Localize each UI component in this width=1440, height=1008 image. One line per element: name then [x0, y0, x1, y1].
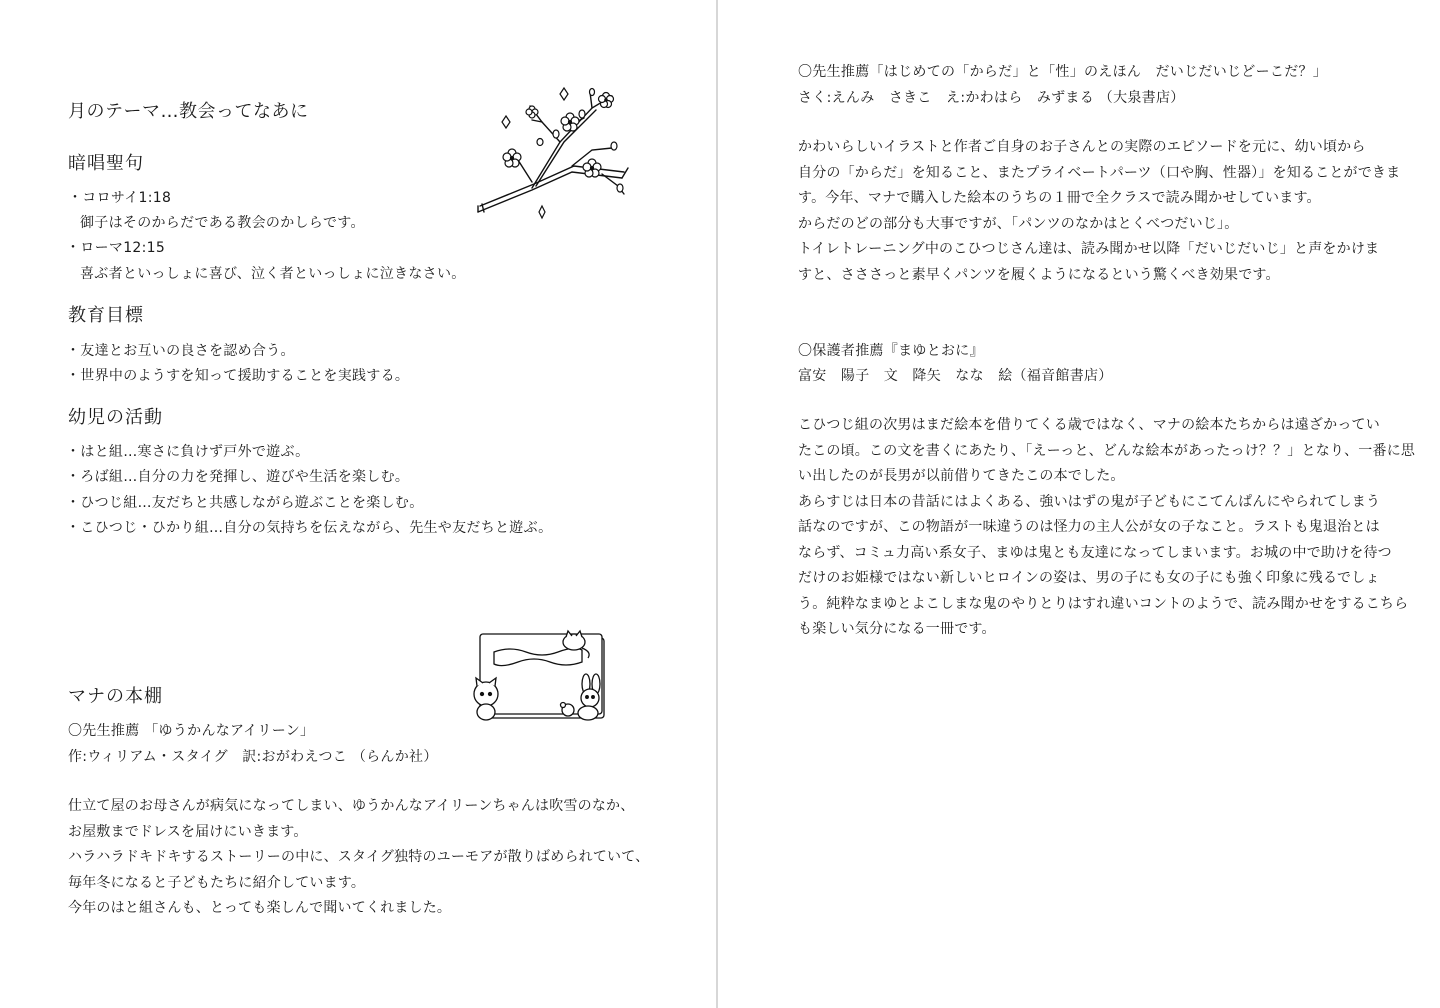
paragraph-line: 話なのですが、この物語が一味違うのは怪力の主人公が女の子なこと。ラストも鬼退治とは: [798, 519, 1380, 535]
paragraph-line: す。今年、マナで購入した絵本のうちの１冊で全クラスで読み聞かせしています。: [798, 190, 1321, 206]
paragraph-line: トイレトレーニング中のこひつじさん達は、読み聞かせ以降「だいじだいじ」と声をかけま: [798, 241, 1380, 257]
paragraph-line: ハラハラドキドキするストーリーの中に、スタイグ独特のユーモアが散りばめられていて、: [68, 849, 650, 865]
paragraph-line: い出したのが長男が以前借りてきたこの本でした。: [798, 468, 1125, 484]
verse-ref-2: ・ローマ12:15: [66, 240, 166, 256]
paragraph-line: ならず、コミュ力高い系女子、まゆは鬼とも友達になってしまいます。お城の中で助けを待つ: [798, 544, 1392, 561]
paragraph-line: あらすじは日本の昔話にはよくある、強いはずの鬼が子どもにこてんぱんにやられてしまう: [798, 493, 1381, 510]
goal-item: ・世界中のようすを知って援助することを実践する。: [66, 368, 410, 384]
paragraph-line: 仕立て屋のお母さんが病気になってしまい、ゆうかんなアイリーンちゃんは吹雪のなか、: [68, 798, 635, 814]
book1-description: [798, 135, 1400, 288]
goals-heading: 教育目標: [68, 305, 144, 326]
book2-title: 〇保護者推薦『まゆとおに』: [798, 343, 984, 359]
book-title: 〇先生推薦 「ゆうかんなアイリーン」: [68, 723, 315, 739]
book1-title: 〇先生推薦「はじめての「からだ」と「性」のえほん だいじだいじどーこだ？」: [798, 64, 1328, 80]
memory-verse-heading: 暗唱聖句: [68, 153, 144, 174]
bookshelf-heading: マナの本棚: [68, 686, 163, 707]
book2-description: [798, 413, 1415, 643]
paragraph-line: こひつじ組の次男はまだ絵本を借りてくる歳ではなく、マナの絵本たちからは遠ざかってい: [798, 417, 1380, 433]
book-credit: 作:ウィリアム・スタイグ 訳:おがわえつこ （らんか社）: [68, 749, 438, 765]
right-page: [718, 0, 1440, 1008]
paragraph-line: かわいらしいイラストと作者ご自身のお子さんとの実際のエピソードを元に、幼い頃から: [798, 139, 1366, 155]
verse-text-1: 御子はそのからだである教会のかしらです。: [80, 215, 365, 231]
activity-item: ・はと組…寒さに負けず戸外で遊ぶ。: [66, 444, 310, 460]
activity-item: ・こひつじ・ひかり組…自分の気持ちを伝えながら、先生や友だちと遊ぶ。: [66, 520, 553, 536]
verse-text-2: 喜ぶ者といっしょに喜び、泣く者といっしょに泣きなさい。: [80, 266, 466, 282]
paragraph-line: だけのお姫様ではない新しいヒロインの姿は、男の子にも女の子にも強く印象に残るでしょ: [798, 570, 1380, 586]
paragraph-line: も楽しい気分になる一冊です。: [798, 621, 996, 637]
paragraph-line: 毎年冬になると子どもたちに紹介しています。: [68, 874, 366, 891]
paragraph-line: すと、さささっと素早くパンツを履くようになるという驚くべき効果です。: [798, 266, 1280, 283]
paragraph-line: たこの頃。この文を書くにあたり、「えーっと、どんな絵本があったっけ？？」となり、一番に思: [798, 442, 1416, 459]
book2-credit: 富安 陽子 文 降矢 なな 絵（福音館書店）: [798, 368, 1113, 384]
book-animals-icon: [470, 628, 610, 724]
paragraph-line: 自分の「からだ」を知ること、またプライベートパーツ（口や胸、性器）」を知ることができま: [798, 164, 1401, 181]
theme-title: 月のテーマ…教会ってなあに: [68, 101, 309, 122]
paragraph-line: お屋敷までドレスを届けにいきます。: [68, 823, 308, 840]
book-description: [68, 794, 649, 922]
activity-item: ・ひつじ組…友だちと共感しながら遊ぶことを楽しむ。: [66, 495, 424, 511]
paragraph-line: う。純粋なまゆとよこしまな鬼のやりとりはすれ違いコントのようで、読み聞かせをするこちら: [798, 595, 1409, 612]
plum-blossom-branch-icon: [472, 82, 632, 222]
paragraph-line: 今年のはと組さんも、とっても楽しんで聞いてくれました。: [68, 900, 452, 916]
verse-ref-1: ・コロサイ1:18: [68, 190, 172, 206]
activities-heading: 幼児の活動: [68, 407, 163, 428]
paragraph-line: からだのどの部分も大事ですが、「パンツのなかはとくべつだいじ」。: [798, 215, 1239, 232]
goal-item: ・友達とお互いの良さを認め合う。: [66, 343, 295, 359]
left-page: [0, 0, 716, 1008]
book1-credit: さく:えんみ さきこ え:かわはら みずまる （大泉書店）: [798, 90, 1185, 106]
activity-item: ・ろば組…自分の力を発揮し、遊びや生活を楽しむ。: [66, 469, 410, 485]
